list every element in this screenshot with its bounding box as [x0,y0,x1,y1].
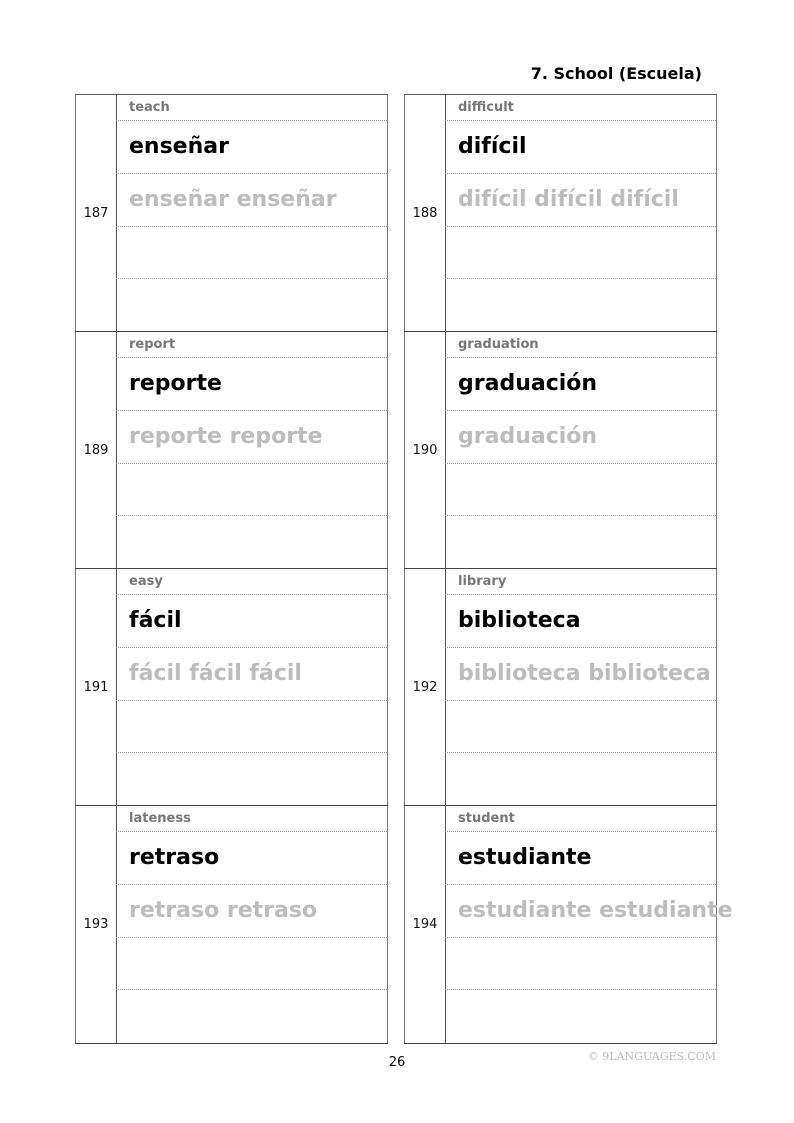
spanish-word: graduación [458,371,598,396]
spanish-row [116,121,387,174]
spanish-row [116,358,387,411]
trace-text: difícil difícil difícil [458,187,679,212]
spanish-word: fácil [129,608,182,633]
writing-lines [116,95,388,331]
blank-practice-row [445,938,716,990]
left-column [75,94,388,1043]
number-column [404,332,446,568]
english-row [116,569,387,595]
vocab-card [404,569,717,806]
card-number: 194 [412,917,438,932]
english-row [116,806,387,832]
blank-practice-row [445,516,716,568]
vocab-card [75,806,388,1044]
english-row [445,332,716,358]
trace-row [116,174,387,227]
number-column [404,95,446,331]
spanish-row [445,121,716,174]
vocab-card [75,95,388,332]
trace-text: estudiante estudiante [458,898,733,923]
right-column [404,94,733,1043]
trace-row [445,411,716,464]
card-number: 193 [83,917,109,932]
number-column [75,95,117,331]
english-word: student [458,811,515,826]
spanish-row [445,595,716,648]
trace-row [445,885,733,938]
trace-row [116,885,387,938]
vocab-card [404,806,733,1044]
blank-practice-row [116,938,387,990]
writing-lines [445,332,717,568]
card-number: 191 [83,680,109,695]
trace-row [116,648,387,701]
blank-practice-row [445,753,716,805]
blank-practice-row [445,279,716,331]
writing-lines [116,806,388,1043]
trace-row [445,174,716,227]
blank-practice-row [445,464,716,516]
writing-lines [116,569,388,805]
english-row [116,95,387,121]
trace-text: fácil fácil fácil [129,661,302,686]
copyright-notice: © 9LANGUAGES.COM [587,1050,716,1063]
vocab-card [75,332,388,569]
blank-practice-row [116,701,387,753]
english-word: teach [129,100,170,115]
trace-row [445,648,716,701]
blank-practice-row [445,701,716,753]
blank-practice-row [116,227,387,279]
english-row [116,332,387,358]
english-word: graduation [458,337,539,352]
spanish-row [116,832,387,885]
writing-lines [116,332,388,568]
writing-lines [445,806,733,1043]
card-number: 188 [412,206,438,221]
english-word: easy [129,574,163,589]
blank-practice-row [445,227,716,279]
spanish-word: biblioteca [458,608,581,633]
spanish-word: difícil [458,134,527,159]
card-number: 189 [83,443,109,458]
vocab-card [404,95,717,332]
number-column [404,806,446,1043]
trace-text: retraso retraso [129,898,318,923]
blank-practice-row [116,279,387,331]
english-word: library [458,574,507,589]
vocab-card [404,332,717,569]
spanish-row [445,832,716,885]
spanish-word: estudiante [458,845,592,870]
trace-text: graduación [458,424,598,449]
blank-practice-row [116,516,387,568]
blank-practice-row [116,464,387,516]
number-column [75,806,117,1043]
trace-text: enseñar enseñar [129,187,337,212]
page-number: 26 [388,1055,406,1070]
english-row [445,569,716,595]
card-number: 190 [412,443,438,458]
english-word: report [129,337,176,352]
spanish-word: retraso [129,845,220,870]
blank-practice-row [116,990,387,1042]
number-column [75,569,117,805]
blank-practice-row [445,990,716,1042]
english-word: lateness [129,811,191,826]
english-row [445,806,716,832]
card-number: 187 [83,206,109,221]
english-word: difficult [458,100,514,115]
writing-lines [445,95,717,331]
vocab-card [75,569,388,806]
blank-practice-row [116,753,387,805]
number-column [75,332,117,568]
spanish-row [445,358,716,411]
spanish-word: enseñar [129,134,229,159]
trace-text: reporte reporte [129,424,323,449]
spanish-word: reporte [129,371,222,396]
page-title: 7. School (Escuela) [530,64,702,83]
number-column [404,569,446,805]
card-number: 192 [412,680,438,695]
spanish-row [116,595,387,648]
trace-row [116,411,387,464]
writing-lines [445,569,717,805]
english-row [445,95,716,121]
trace-text: biblioteca biblioteca [458,661,711,686]
